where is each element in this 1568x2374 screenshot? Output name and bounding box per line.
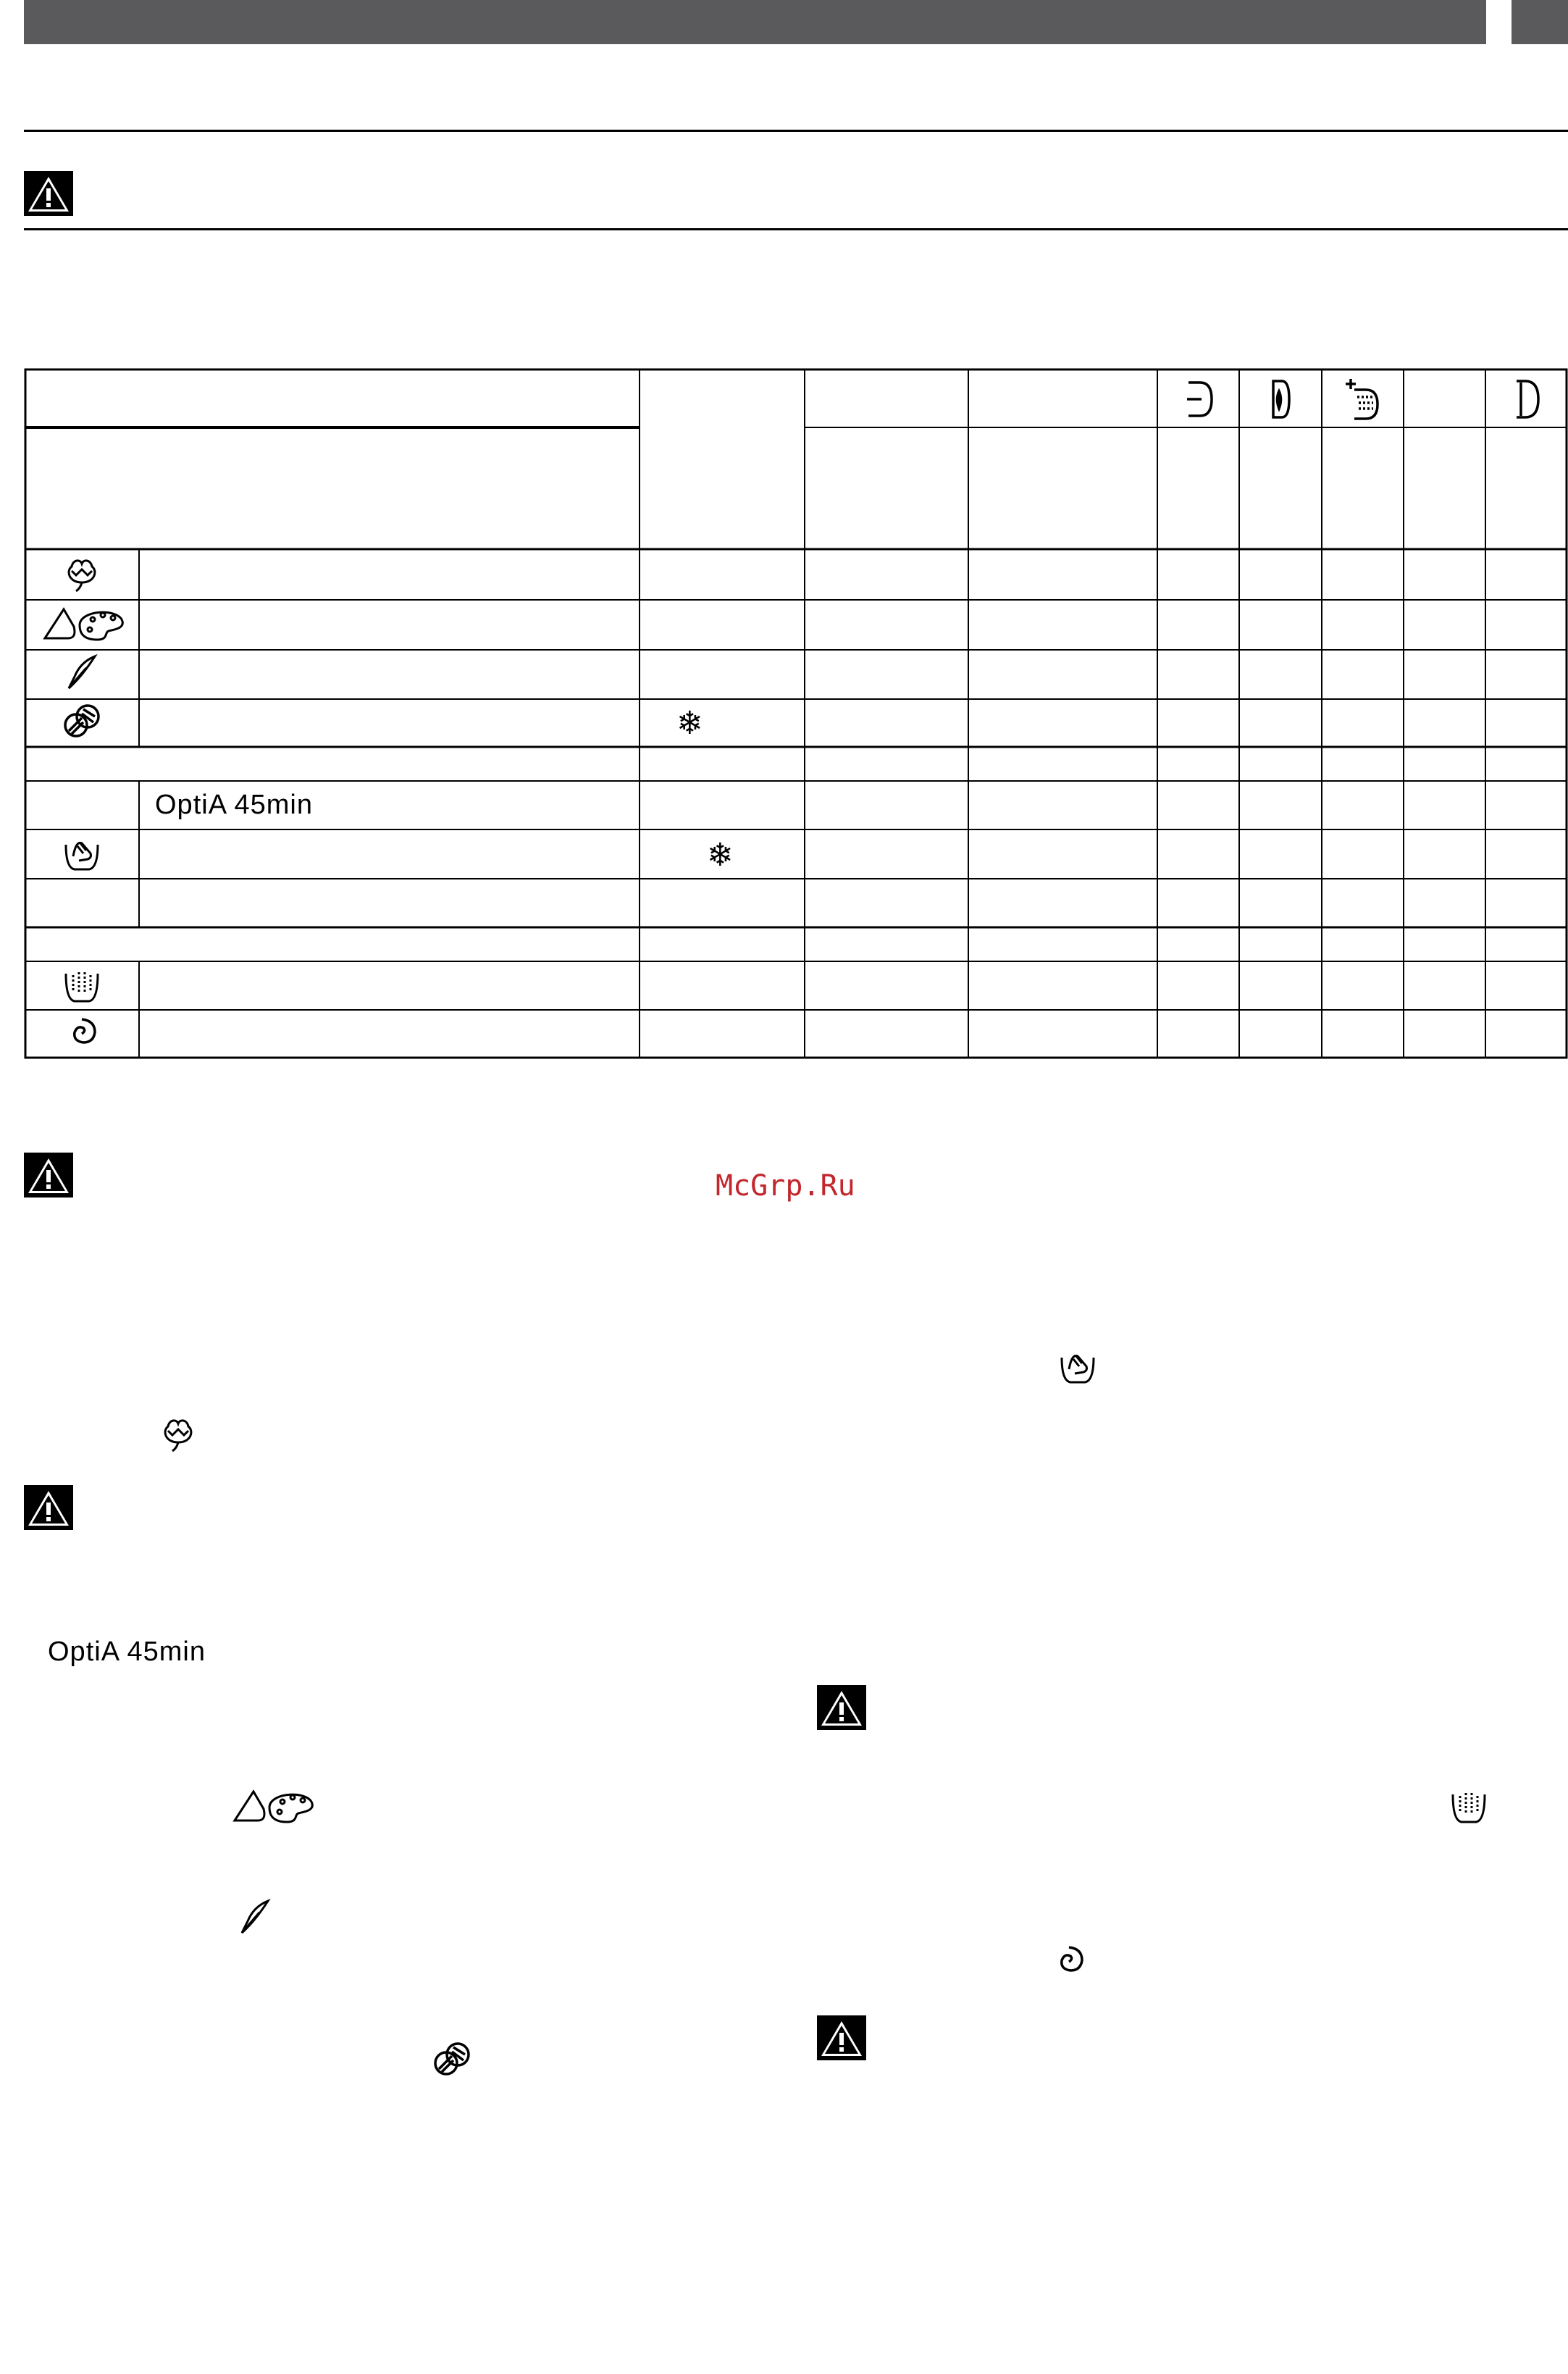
warning-icon [24,171,73,216]
feather-icon [62,652,102,693]
rinse-icon [1448,1786,1489,1826]
warning-icon [817,1685,866,1730]
spin-icon [1049,1942,1089,1982]
warning-icon [24,1485,73,1530]
hand-wash-icon [1057,1346,1098,1387]
rinse-icon [62,965,102,1006]
wool-yarn-icon [432,2039,472,2079]
delay-start-icon [1505,375,1547,423]
optia-label: OptiA 45min [48,1637,206,1667]
cotton-flower-icon [62,553,102,594]
extra-rinse-icon [1178,375,1220,423]
feather-icon [235,1897,275,1937]
spin-icon [62,1013,102,1054]
warning-rule [24,228,1568,230]
wool-yarn-icon [62,701,102,741]
hand-wash-icon [62,833,102,874]
mixed-colours-icon [42,603,126,644]
warning-icon [24,1153,73,1198]
cotton-flower-icon [158,1413,198,1454]
table-row-name: OptiA 45min [155,790,313,820]
header-rule [24,130,1568,132]
prewash-icon [1341,375,1383,423]
snowflake-icon: ❄ [676,705,703,742]
snowflake-icon: ❄ [707,837,734,874]
header-bar [24,0,1486,44]
warning-icon [817,2015,866,2060]
easy-iron-icon [1260,375,1302,423]
watermark: McGrp.Ru [716,1169,855,1203]
header-tab [1512,0,1568,44]
mixed-colours-icon [232,1786,316,1826]
